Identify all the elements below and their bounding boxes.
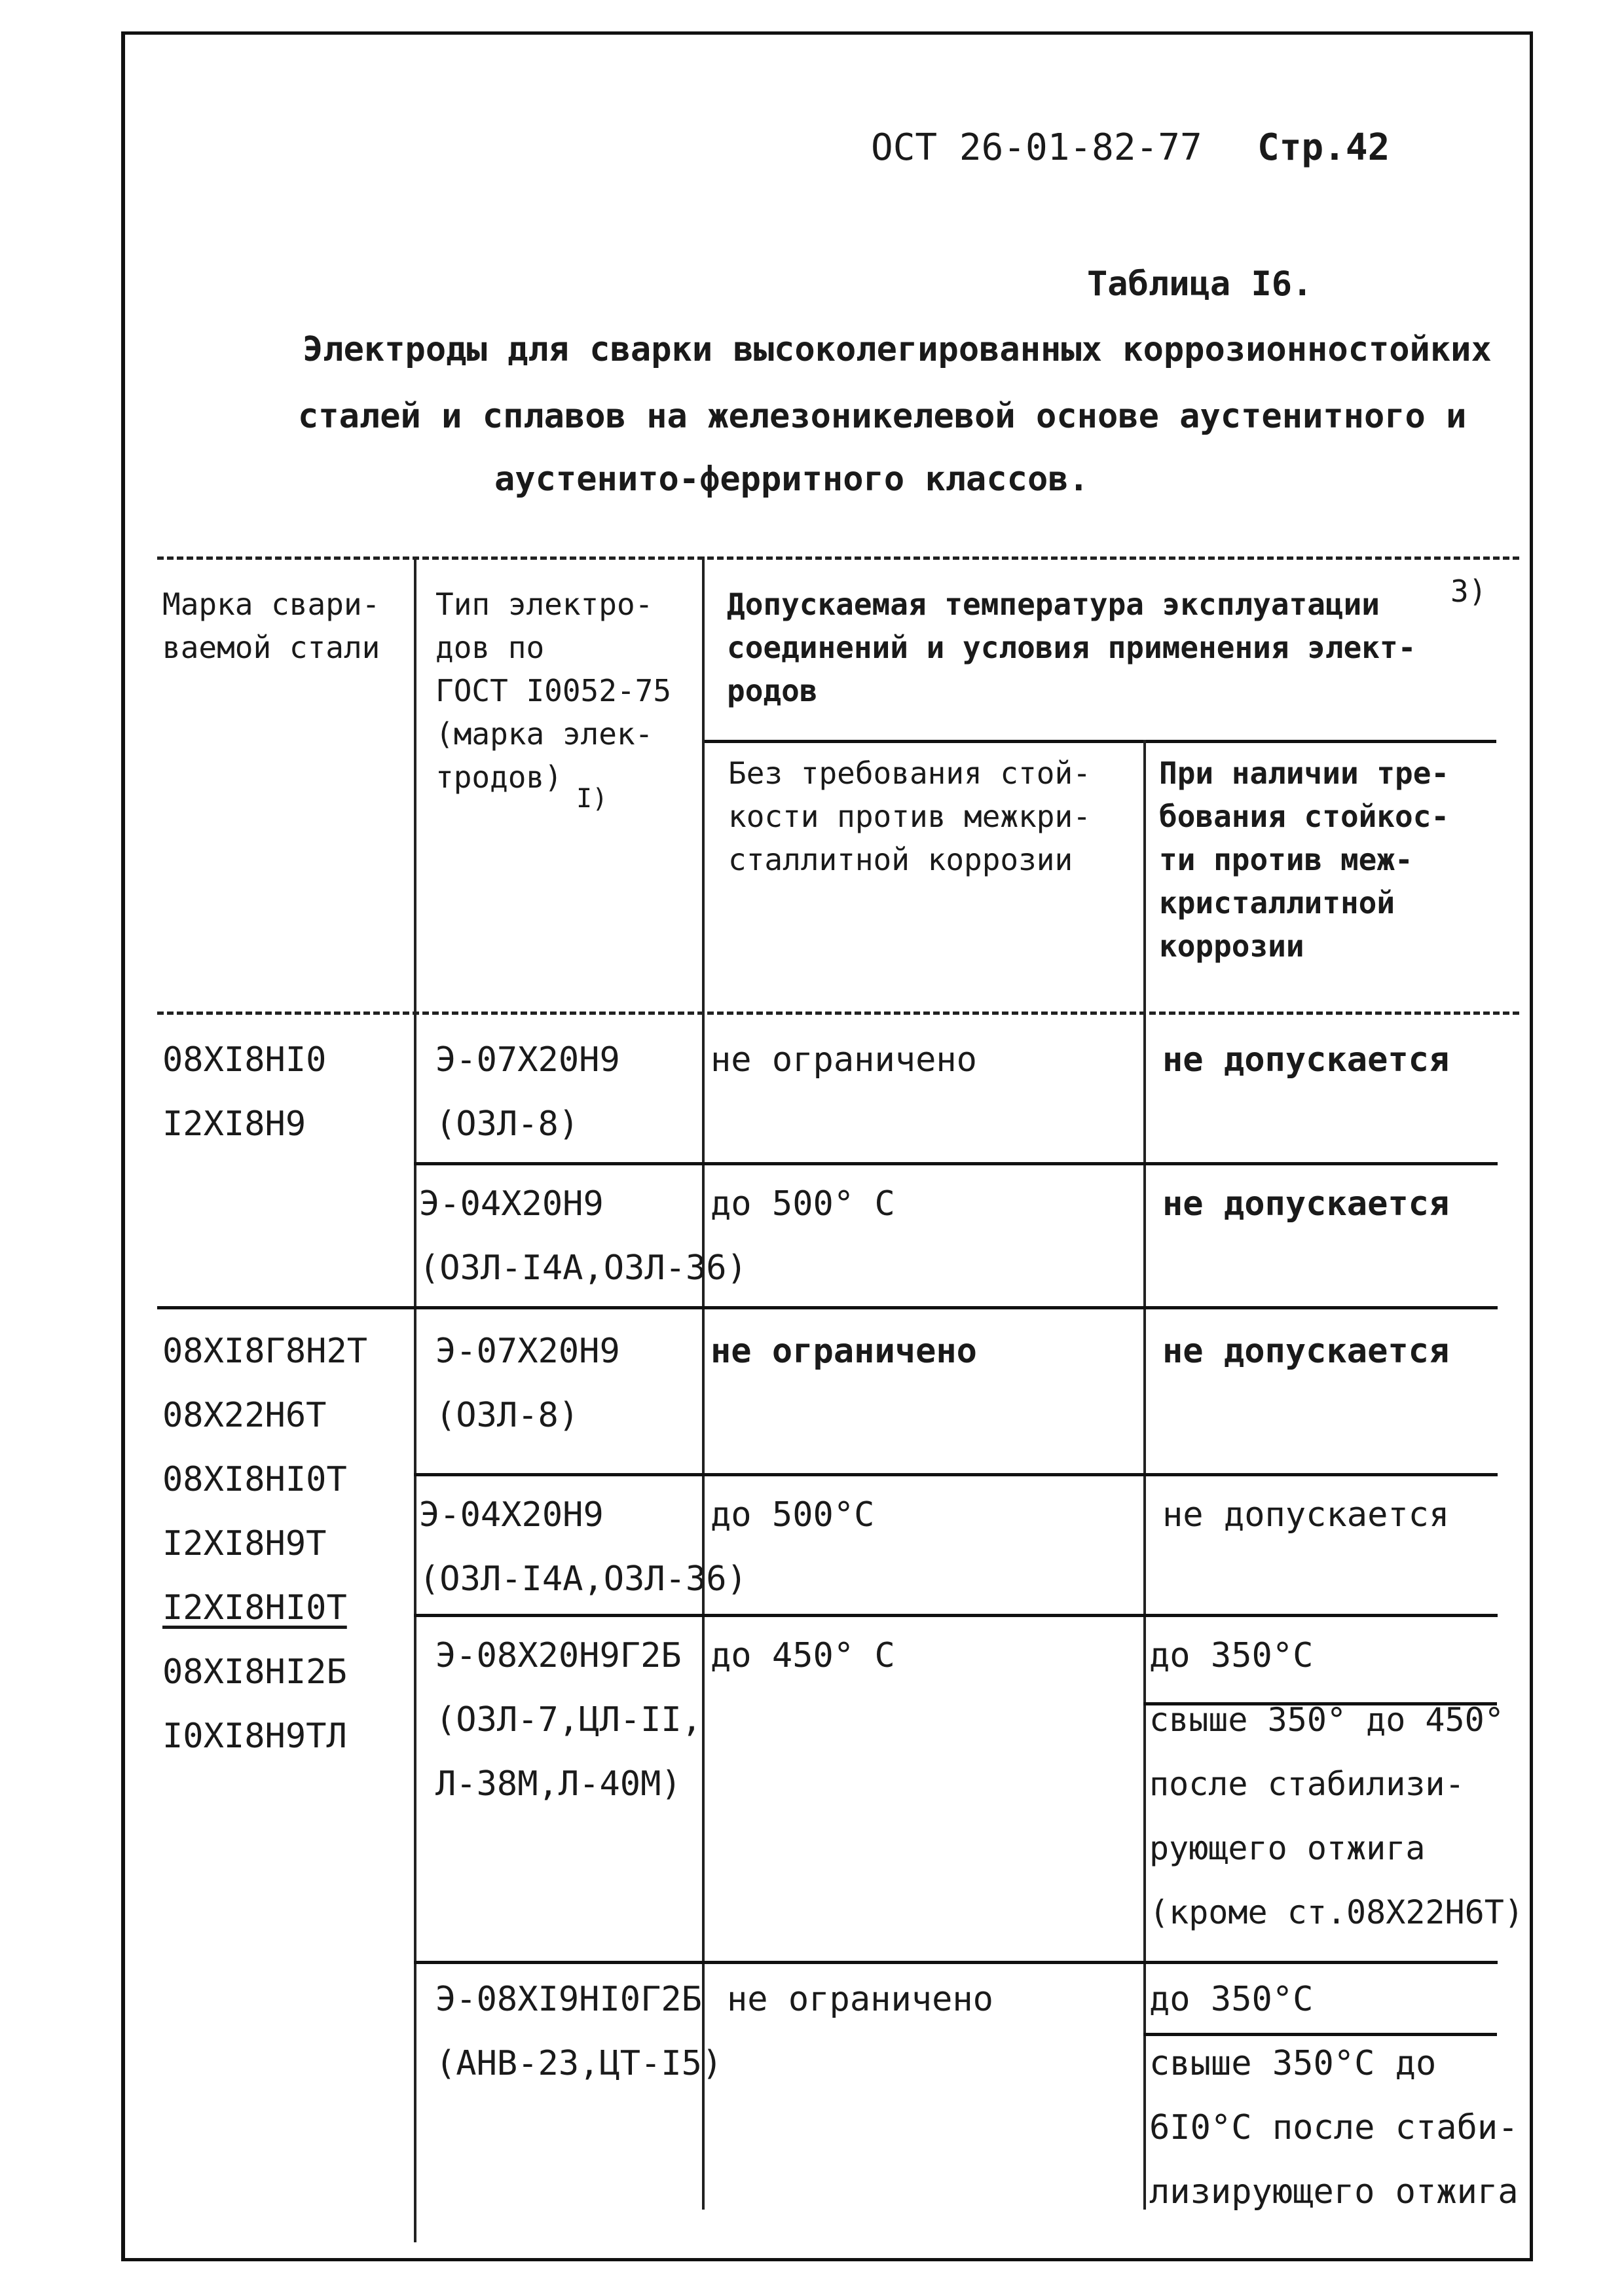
title-line-3: аустенито-ферритного классов.	[494, 460, 1089, 499]
col-header-steel-grade: Марка свари- ваемой стали	[162, 587, 380, 665]
table-label: Таблица I6.	[1087, 264, 1313, 304]
steel-grade: 08XI8HI0	[162, 1040, 327, 1080]
temp-without-requirement: до 500°С	[710, 1495, 875, 1535]
standard-number: ОСТ 26-01-82-77	[871, 126, 1202, 169]
electrode-type: Э-08Х20Н9Г2Б (ОЗЛ-7,ЦЛ-II, Л-38М,Л-40М)	[435, 1636, 702, 1804]
steel-grade: 08XI8HI2Б	[162, 1652, 347, 1692]
col-header-electrode-type: Тип электро- дов по ГОСТ I0052-75 (марка элек- тродов)	[435, 587, 672, 795]
row-sep-2	[414, 1473, 1498, 1476]
table-top-rule	[157, 556, 1519, 560]
temp-without-requirement: до 500° С	[710, 1184, 895, 1224]
col-header-electrode-note: I)	[576, 784, 608, 814]
steel-grade: I2XI8H9T	[162, 1524, 327, 1563]
row-sep-1	[414, 1162, 1498, 1165]
col-header-temperature-note: 3)	[1450, 574, 1487, 609]
temp-with-requirement: не допускается	[1162, 1495, 1450, 1535]
electrode-type: Э-04Х20Н9 (ОЗЛ-I4А,ОЗЛ-36)	[419, 1495, 747, 1599]
electrode-type: Э-07Х20Н9 (ОЗЛ-8)	[435, 1332, 620, 1435]
electrode-type: Э-07Х20Н9 (ОЗЛ-8)	[435, 1040, 620, 1144]
steel-grade: I0XI8H9TЛ	[162, 1717, 347, 1756]
subheader-rule	[704, 740, 1496, 743]
temp-with-requirement-part: до 350°С	[1149, 1980, 1314, 2019]
col-header-temperature: Допускаемая температура эксплуатации соединений и условия применения элект- родов	[727, 587, 1416, 708]
temp-with-requirement: не допускается	[1162, 1332, 1450, 1371]
row-sep-3	[414, 1614, 1498, 1617]
steel-grade: 08XI8Г8Н2Т	[162, 1332, 368, 1371]
col-header-no-requirement: Без требования стой- кости против межкри- сталлитной коррозии	[728, 756, 1091, 877]
electrode-type: Э-08XI9HI0Г2Б (АНВ-23,ЦТ-I5)	[435, 1980, 723, 2083]
page-number: Стр.42	[1257, 126, 1390, 169]
col-header-with-requirement: При наличии тре- бования стойкос- ти против меж- кристаллитной коррозии	[1159, 756, 1450, 964]
temp-without-requirement: не ограничено	[710, 1040, 977, 1080]
steel-grade: 08XI8HI0T	[162, 1460, 347, 1499]
row-sep-4	[414, 1961, 1498, 1964]
header-bottom-rule	[157, 1011, 1519, 1015]
temp-without-requirement: не ограничено	[710, 1332, 977, 1371]
temp-with-requirement-part: до 350°С	[1149, 1636, 1314, 1675]
col-divider-1	[414, 556, 416, 2242]
electrode-type: Э-04Х20Н9 (ОЗЛ-I4А,ОЗЛ-36)	[419, 1184, 747, 1288]
steel-grade: I2XI8H9	[162, 1104, 306, 1144]
temp-without-requirement: не ограничено	[727, 1980, 993, 2019]
temp-with-requirement-part: свыше 350° до 450° после стабилизи- рующего отжига (кроме ст.08Х22Н6Т)	[1149, 1701, 1524, 1931]
group-sep	[157, 1306, 1498, 1309]
title-line-1: Электроды для сварки высоколегированных коррозионностойких	[303, 330, 1492, 369]
temp-without-requirement: до 450° С	[710, 1636, 895, 1675]
temp-with-requirement-part: свыше 350°С до 6I0°С после стаби- лизирующего отжига	[1149, 2044, 1519, 2212]
steel-grade: I2XI8HI0T	[162, 1588, 347, 1628]
temp-with-requirement: не допускается	[1162, 1040, 1450, 1080]
steel-grade: 08Х22Н6Т	[162, 1396, 327, 1435]
title-line-2: сталей и сплавов на железоникелевой основе аустенитного и	[298, 397, 1467, 436]
temp-with-requirement: не допускается	[1162, 1184, 1450, 1224]
